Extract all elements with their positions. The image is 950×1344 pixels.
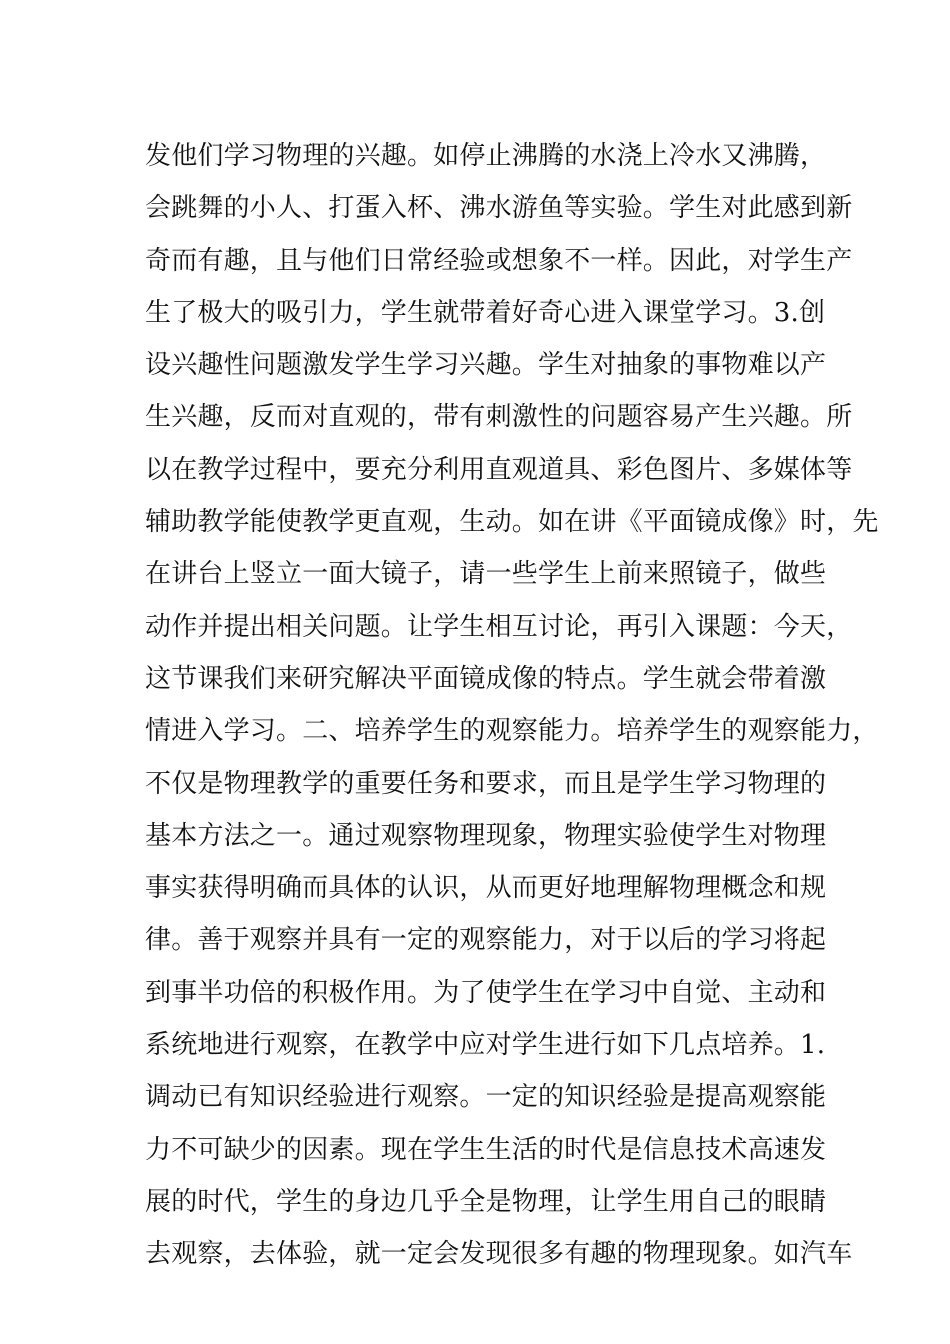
text-line: 在讲台上竖立一面大镜子，请一些学生上前来照镜子，做些 — [145, 559, 827, 590]
text-line: 设兴趣性问题激发学生学习兴趣。学生对抽象的事物难以产 — [145, 350, 827, 381]
text-line: 事实获得明确而具体的认识，从而更好地理解物理概念和规 — [145, 873, 827, 904]
text-line: 情进入学习。二、培养学生的观察能力。培养学生的观察能力， — [145, 716, 879, 747]
text-line: 基本方法之一。通过观察物理现象，物理实验使学生对物理 — [145, 820, 827, 851]
text-line: 生了极大的吸引力，学生就带着好奇心进入课堂学习。3.创 — [145, 297, 826, 328]
text-line: 辅助教学能使教学更直观，生动。如在讲《平面镜成像》时，先 — [145, 507, 879, 538]
text-line: 动作并提出相关问题。让学生相互讨论，再引入课题：今天， — [145, 611, 853, 642]
text-line: 发他们学习物理的兴趣。如停止沸腾的水浇上冷水又沸腾， — [145, 141, 827, 171]
text-line: 去观察，去体验，就一定会发现很多有趣的物理现象。如汽车 — [145, 1239, 853, 1270]
text-line: 调动已有知识经验进行观察。一定的知识经验是提高观察能 — [145, 1082, 827, 1113]
text-line: 生兴趣，反而对直观的，带有刺激性的问题容易产生兴趣。所 — [145, 402, 853, 433]
text-line: 会跳舞的小人、打蛋入杯、沸水游鱼等实验。学生对此感到新 — [145, 193, 853, 224]
text-line: 律。善于观察并具有一定的观察能力，对于以后的学习将起 — [145, 925, 827, 956]
text-line: 以在教学过程中，要充分利用直观道具、彩色图片、多媒体等 — [145, 454, 853, 485]
body-text — [145, 130, 879, 1281]
text-line: 系统地进行观察，在教学中应对学生进行如下几点培养。1. — [145, 1030, 826, 1061]
text-line: 这节课我们来研究解决平面镜成像的特点。学生就会带着激 — [145, 663, 827, 694]
text-line: 展的时代，学生的身边几乎全是物理，让学生用自己的眼睛 — [145, 1186, 827, 1217]
text-line: 不仅是物理教学的重要任务和要求，而且是学生学习物理的 — [145, 768, 827, 799]
text-line: 力不可缺少的因素。现在学生生活的时代是信息技术高速发 — [145, 1134, 827, 1165]
text-line: 奇而有趣，且与他们日常经验或想象不一样。因此，对学生产 — [145, 245, 853, 276]
text-line: 到事半功倍的积极作用。为了使学生在学习中自觉、主动和 — [145, 977, 827, 1008]
